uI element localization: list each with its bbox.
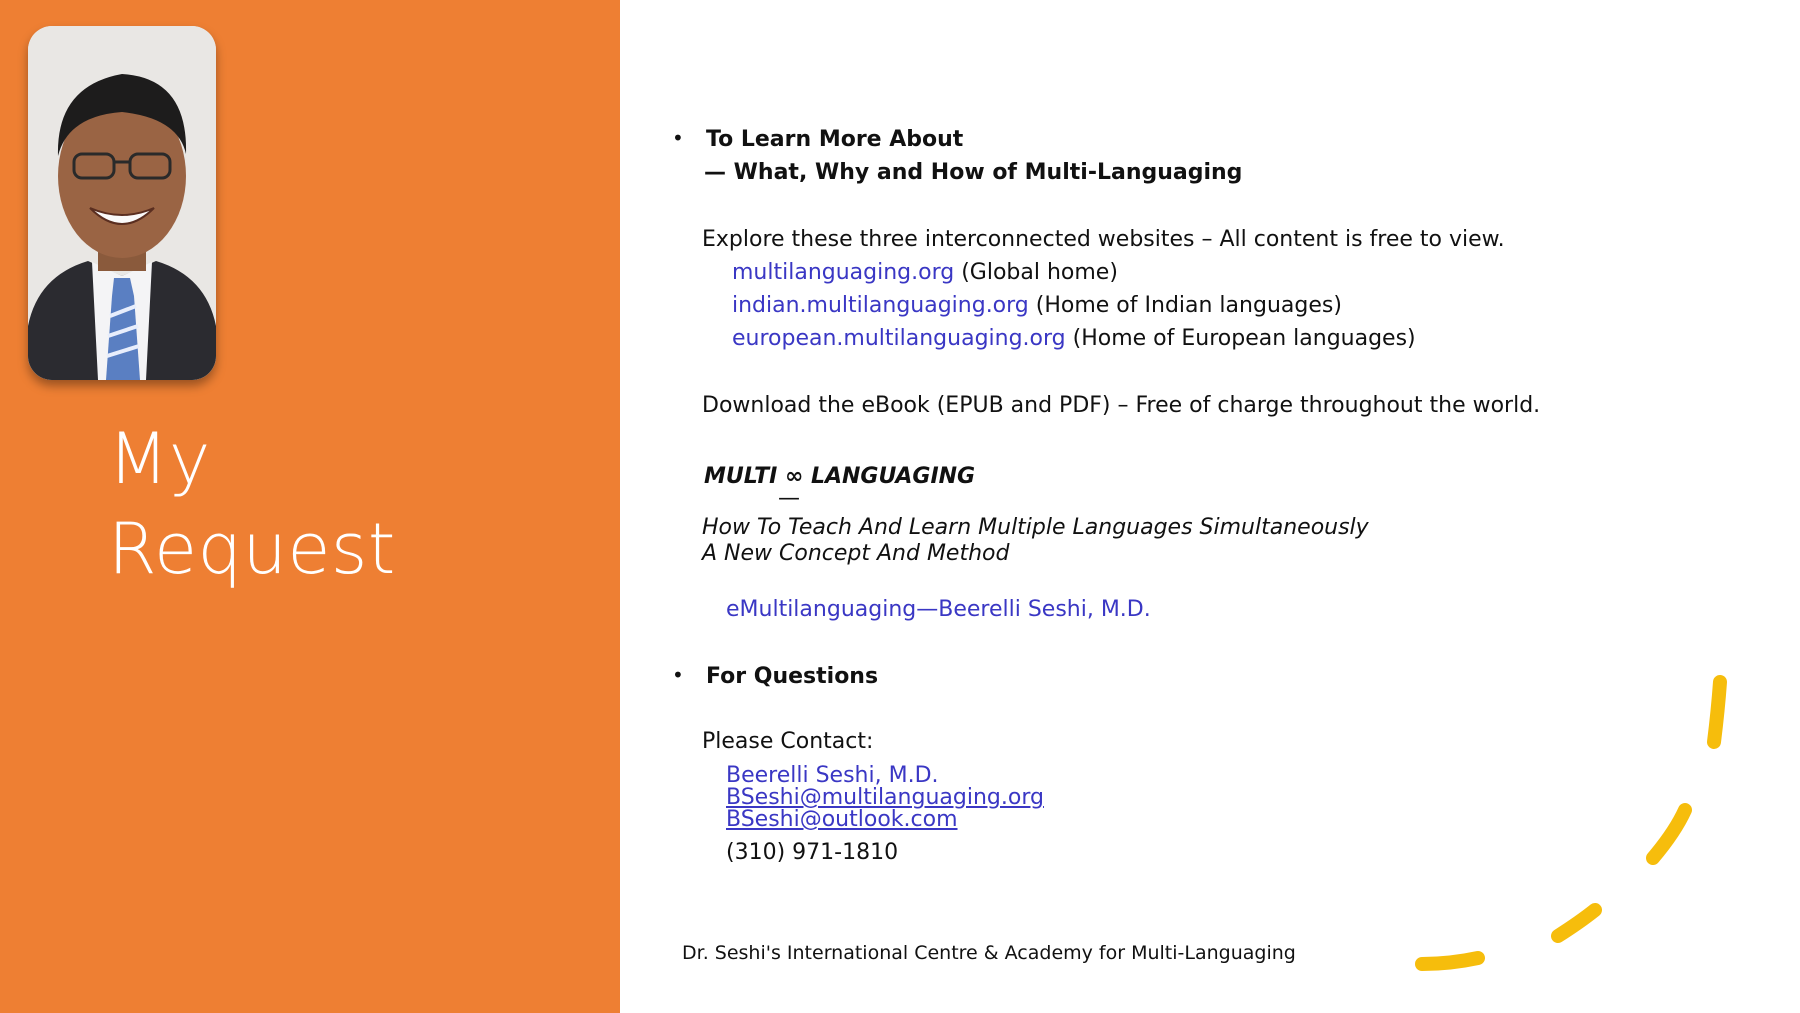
book-subtitle-1: How To Teach And Learn Multiple Languages Simultaneously	[702, 515, 1369, 540]
email-link-outlook[interactable]: BSeshi@outlook.com	[726, 807, 958, 832]
deco-dash-4	[1422, 958, 1478, 964]
deco-dash-1	[1714, 682, 1720, 742]
subheading-what-why-how: — What, Why and How of Multi-Languaging	[704, 160, 1243, 185]
bullet-questions: •	[672, 663, 684, 687]
contact-label: Please Contact:	[702, 729, 874, 754]
book-title: MULTI ∞ LANGUAGING	[704, 464, 976, 489]
ebook-link[interactable]: eMultilanguaging—Beerelli Seshi, M.D.	[726, 597, 1151, 622]
slide-title	[108, 414, 396, 594]
deco-dash-2	[1653, 810, 1685, 858]
site-row-global	[732, 260, 1118, 285]
site-desc-global: (Global home)	[961, 260, 1118, 285]
explore-text: Explore these three interconnected websites – All content is free to view.	[702, 227, 1505, 252]
site-link-european[interactable]: european.multilanguaging.org	[732, 326, 1066, 351]
left-panel	[0, 0, 620, 1013]
site-row-indian	[732, 293, 1342, 318]
decorative-dashed-arc-icon	[1380, 660, 1740, 990]
deco-dash-3	[1558, 910, 1595, 936]
book-dash: —	[778, 486, 800, 511]
site-link-indian[interactable]: indian.multilanguaging.org	[732, 293, 1029, 318]
heading-questions: For Questions	[706, 664, 879, 689]
portrait-icon	[28, 26, 216, 380]
portrait-photo	[28, 26, 216, 380]
title-line-2: Request	[108, 508, 396, 590]
site-link-global[interactable]: multilanguaging.org	[732, 260, 955, 285]
email-link-multilanguaging[interactable]: BSeshi@multilanguaging.org	[726, 785, 1044, 810]
download-text: Download the eBook (EPUB and PDF) – Free of charge throughout the world.	[702, 393, 1541, 418]
title-line-1: My	[108, 418, 211, 500]
contact-name: Beerelli Seshi, M.D.	[726, 763, 939, 788]
heading-learn-more: To Learn More About	[706, 127, 964, 152]
phone-number: (310) 971-1810	[726, 840, 899, 865]
site-row-european	[732, 326, 1416, 351]
site-desc-indian: (Home of Indian languages)	[1035, 293, 1342, 318]
site-desc-european: (Home of European languages)	[1072, 326, 1416, 351]
book-subtitle-2: A New Concept And Method	[702, 541, 1010, 566]
footer-text: Dr. Seshi's International Centre & Academy for Multi-Languaging	[682, 942, 1296, 964]
bullet-learn-more: •	[672, 126, 684, 150]
